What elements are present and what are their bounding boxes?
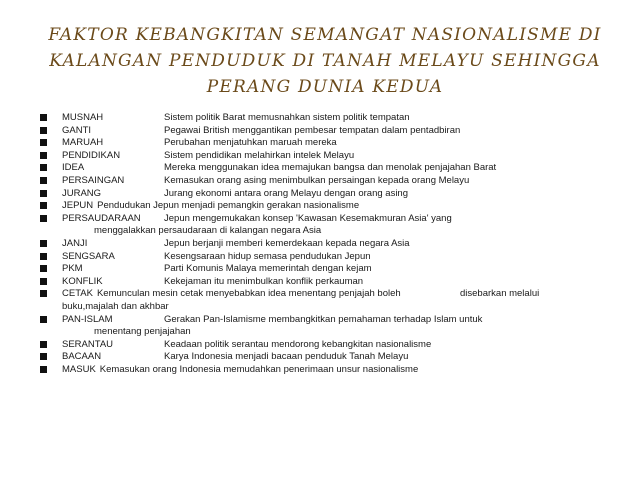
square-bullet-icon [40, 341, 47, 348]
item-keyword: GANTI [62, 124, 92, 136]
slide-title [40, 22, 610, 100]
list-item [40, 112, 630, 125]
square-bullet-icon [40, 215, 47, 222]
list-item [40, 351, 630, 364]
item-text: Karya Indonesia menjadi bacaan penduduk Tanah Melayu [164, 351, 409, 363]
item-keyword: MASUK [62, 363, 96, 375]
item-keyword: JEPUN [62, 200, 94, 212]
item-keyword: JANJI [62, 237, 88, 249]
square-bullet-icon [40, 265, 47, 272]
title-line-3: PERANG DUNIA KEDUA [206, 77, 444, 97]
item-text: Jepun mengemukakan konsep 'Kawasan Kesemakmuran Asia' yang [164, 212, 452, 224]
square-bullet-icon [40, 114, 47, 121]
item-text-continuation: menggalakkan persaudaraan di kalangan negara Asia [94, 225, 322, 237]
item-text: Parti Komunis Malaya memerintah dengan kejam [164, 263, 372, 275]
item-keyword: JURANG [62, 187, 102, 199]
item-text: Pendudukan Jepun menjadi pemangkin gerakan nasionalisme [97, 200, 360, 212]
item-text: Pegawai British menggantikan pembesar tempatan dalam pentadbiran [164, 124, 461, 136]
list-item [40, 276, 630, 289]
square-bullet-icon [40, 190, 47, 197]
item-text: Kemasukan orang asing menimbulkan persaingan kepada orang Melayu [164, 174, 470, 186]
item-keyword: MARUAH [62, 137, 104, 149]
square-bullet-icon [40, 139, 47, 146]
square-bullet-icon [40, 366, 47, 373]
title-line-2: KALANGAN PENDUDUK DI TANAH MELAYU SEHINGGA [49, 51, 601, 71]
item-keyword: IDEA [62, 162, 85, 174]
list-item [40, 364, 630, 377]
list-item [40, 263, 630, 276]
square-bullet-icon [40, 240, 47, 247]
square-bullet-icon [40, 278, 47, 285]
list-item [40, 188, 630, 201]
factor-list [40, 112, 630, 376]
item-keyword: CETAK [62, 288, 93, 300]
item-keyword: SERANTAU [62, 338, 114, 350]
item-text-extra: disebarkan melalui [460, 288, 540, 300]
item-text: Kekejaman itu menimbulkan konflik perkauman [164, 275, 364, 287]
item-text: Kesengsaraan hidup semasa pendudukan Jepun [164, 250, 371, 262]
list-item [40, 238, 630, 251]
list-item [40, 213, 630, 238]
item-keyword: PERSAUDARAAN [62, 212, 141, 224]
item-keyword: MUSNAH [62, 112, 104, 123]
item-keyword: PERSAINGAN [62, 174, 125, 186]
item-text: Sistem pendidikan melahirkan intelek Melayu [164, 149, 355, 161]
item-text: Keadaan politik serantau mendorong kebangkitan nasionalisme [164, 338, 432, 350]
item-text: Perubahan menjatuhkan maruah mereka [164, 137, 337, 149]
list-item [40, 175, 630, 188]
item-text: Jurang ekonomi antara orang Melayu dengan orang asing [164, 187, 408, 199]
item-text-continuation: menentang penjajahan [94, 326, 191, 338]
item-keyword: BACAAN [62, 351, 102, 363]
item-text: Mereka menggunakan idea memajukan bangsa dan menolak penjajahan Barat [164, 162, 497, 174]
square-bullet-icon [40, 290, 47, 297]
item-text: Kemunculan mesin cetak menyebabkan idea menentang penjajah boleh [96, 288, 401, 300]
list-item [40, 251, 630, 264]
item-keyword: SENGSARA [62, 250, 115, 262]
square-bullet-icon [40, 152, 47, 159]
square-bullet-icon [40, 202, 47, 209]
item-keyword: PKM [62, 263, 83, 275]
item-text: Kemasukan orang Indonesia memudahkan penerimaan unsur nasionalisme [99, 363, 419, 375]
list-item [40, 200, 630, 213]
item-text: Jepun berjanji memberi kemerdekaan kepada negara Asia [164, 237, 410, 249]
item-text: Sistem politik Barat memusnahkan sistem politik tempatan [164, 112, 410, 123]
list-item [40, 288, 630, 313]
item-keyword: PENDIDIKAN [62, 149, 121, 161]
square-bullet-icon [40, 177, 47, 184]
list-item [40, 162, 630, 175]
square-bullet-icon [40, 353, 47, 360]
item-keyword: PAN-ISLAM [62, 313, 113, 325]
title-line-1: FAKTOR KEBANGKITAN SEMANGAT NASIONALISME DI [48, 25, 602, 45]
list-item [40, 314, 630, 339]
list-item [40, 150, 630, 163]
square-bullet-icon [40, 164, 47, 171]
list-item [40, 125, 630, 138]
square-bullet-icon [40, 316, 47, 323]
item-text: Gerakan Pan-Islamisme membangkitkan pemahaman terhadap Islam untuk [164, 313, 483, 325]
item-text-continuation: buku,majalah dan akhbar [62, 300, 169, 312]
list-item [40, 339, 630, 352]
square-bullet-icon [40, 127, 47, 134]
item-keyword: KONFLIK [62, 275, 103, 287]
square-bullet-icon [40, 253, 47, 260]
list-item [40, 137, 630, 150]
